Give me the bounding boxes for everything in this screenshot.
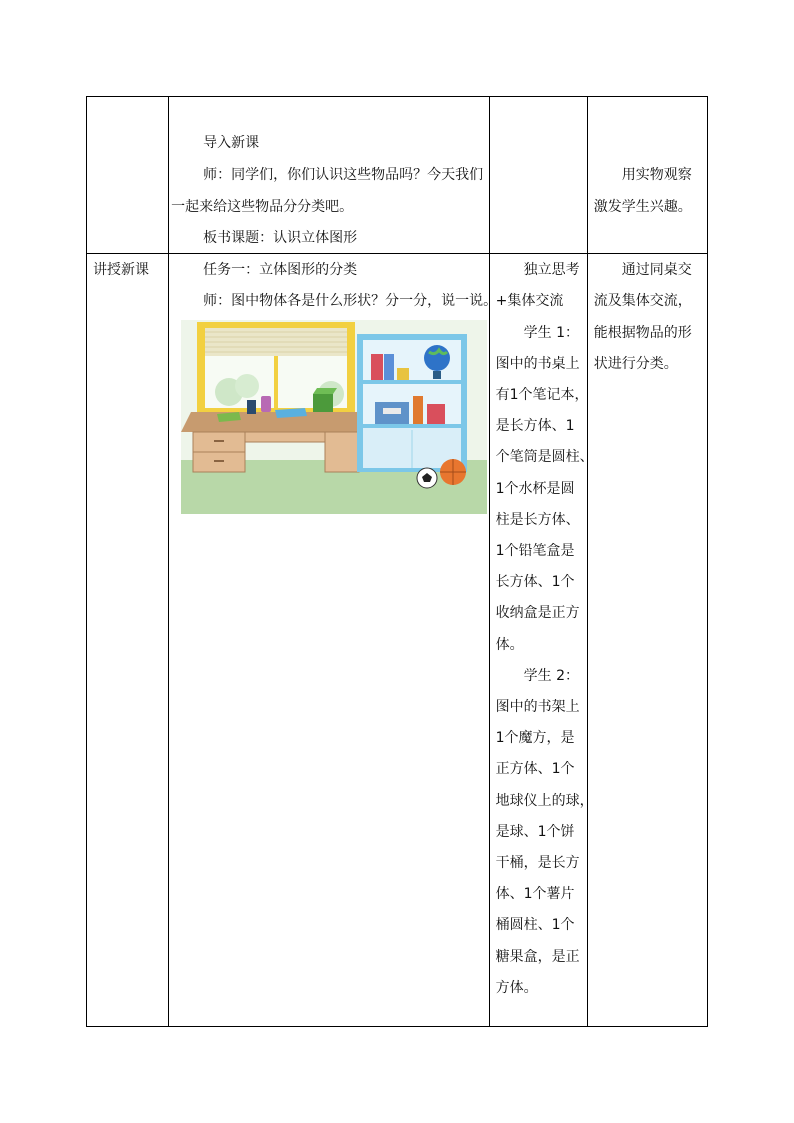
candy-box-icon — [427, 404, 445, 424]
content-cell — [169, 97, 490, 254]
student-activity-line: 方体。 — [495, 979, 538, 996]
student-activity-line: +集体交流 — [495, 293, 564, 310]
design-intent-cell — [587, 97, 707, 254]
table-row — [87, 97, 708, 254]
student-activity-line: 个笔筒是圆柱、 — [495, 449, 594, 466]
board-title: 板书课题：认识立体图形 — [203, 230, 358, 246]
cup-icon — [261, 396, 271, 412]
design-intent-cell — [587, 254, 707, 1027]
pen-holder-icon — [247, 400, 256, 414]
lesson-plan-table — [86, 96, 708, 1027]
chips-tube-icon — [413, 396, 423, 424]
student-activity-line: 图中的书架上 — [495, 698, 580, 715]
student-activity-line: 长方体、1个 — [495, 574, 575, 591]
intent-line: 流及集体交流， — [593, 293, 692, 310]
student-activity-line: 独立思考 — [523, 262, 580, 279]
student-activity-line: 是球、1个饼 — [495, 823, 575, 840]
student-activity-line: 学生 1： — [523, 324, 579, 341]
stage-cell — [87, 254, 169, 1027]
soccer-ball-icon — [417, 468, 437, 488]
rubiks-cube-icon — [397, 368, 409, 380]
student-activity-line: 干桶，是长方 — [495, 854, 580, 871]
student-activity-line: 体、1个薯片 — [495, 886, 575, 903]
student-activity-line: 有1个笔记本， — [495, 386, 589, 403]
student-activity-cell — [489, 97, 587, 254]
teacher-line-cont: 一起来给这些物品分分类吧。 — [171, 199, 354, 215]
biscuit-can-icon — [375, 402, 409, 424]
intent-line: 能根据物品的形 — [593, 324, 692, 341]
student-activity-line: 糖果盒，是正 — [495, 948, 580, 965]
teacher-line: 师：同学们，你们认识这些物品吗？今天我们 — [203, 167, 484, 183]
student-activity-line: 桶圆柱、1个 — [495, 917, 575, 934]
teacher-question: 师：图中物体各是什么形状？分一分，说一说。 — [203, 293, 498, 310]
intent-line: 状进行分类。 — [593, 355, 678, 372]
classroom-illustration — [181, 320, 487, 514]
intent-line: 激发学生兴趣。 — [593, 199, 692, 215]
books-icon — [371, 354, 394, 380]
table-row — [87, 254, 708, 1027]
section-title: 导入新课 — [203, 135, 260, 151]
student-activity-line: 1个铅笔盒是 — [495, 542, 575, 559]
student-activity-line: 正方体、1个 — [495, 761, 575, 778]
student-activity-line: 地球仪上的球， — [495, 792, 594, 809]
task-title: 任务一：立体图形的分类 — [203, 262, 358, 279]
student-activity-line: 体。 — [495, 636, 524, 653]
student-activity-line: 1个魔方，是 — [495, 730, 575, 747]
content-cell — [169, 254, 498, 1027]
intent-line: 通过同桌交 — [621, 262, 692, 279]
intent-line: 用实物观察 — [621, 167, 692, 183]
student-activity-line: 收纳盒是正方 — [495, 605, 580, 622]
stage-cell — [87, 97, 169, 254]
student-activity-line: 是长方体、1 — [495, 418, 575, 435]
student-activity-line: 学生 2： — [523, 667, 579, 684]
student-activity-line: 图中的书桌上 — [495, 355, 580, 372]
student-activity-line: 1个水杯是圆 — [495, 480, 575, 497]
student-activity-cell — [489, 254, 594, 1027]
basketball-icon — [440, 459, 466, 485]
stage-label: 讲授新课 — [93, 262, 149, 279]
student-activity-line: 柱是长方体、 — [495, 511, 580, 528]
